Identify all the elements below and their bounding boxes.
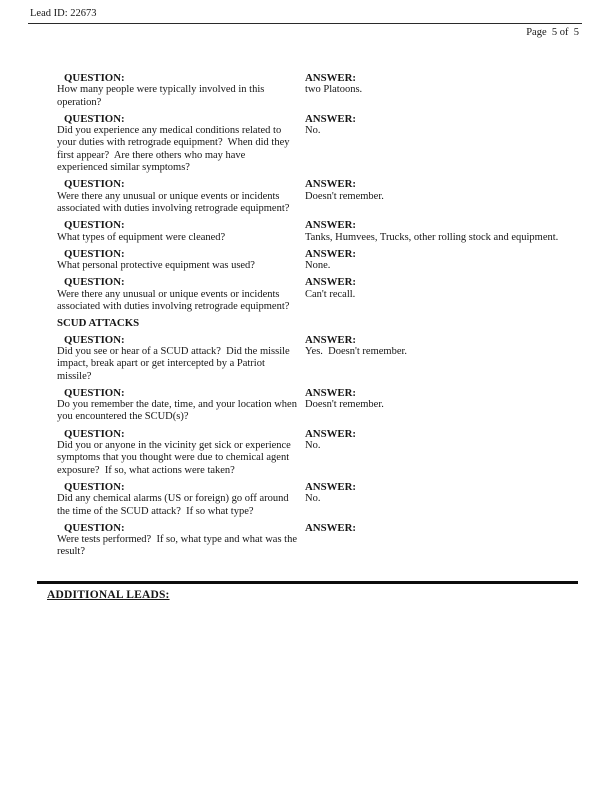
answer-column	[305, 428, 569, 453]
qa-block	[57, 428, 569, 477]
question-text: Did any chemical alarms (US or foreign) go off around the time of the SCUD attack? If so what type?	[57, 493, 292, 517]
answer-label: ANSWER:	[305, 521, 356, 534]
question-text: Did you or anyone in the vicinity get sick or experience symptoms that you thought were due to chemical agent exposure? If so, what actions were taken?	[57, 440, 294, 476]
answer-column	[305, 248, 569, 273]
question-text: Were there any unusual or unique events or incidents associated with duties involving retrograde equipment?	[57, 288, 290, 313]
bottom-rule	[37, 581, 578, 584]
qa-block	[57, 522, 569, 559]
question-column	[57, 481, 305, 518]
question-text: How many people were typically involved in this operation?	[57, 84, 267, 108]
answer-label: ANSWER:	[305, 480, 356, 493]
question-label: QUESTION:	[64, 427, 125, 440]
answer-label: ANSWER:	[305, 333, 356, 346]
answer-column	[305, 387, 569, 412]
section-title-scud-attacks: SCUD ATTACKS	[57, 317, 140, 330]
answer-column	[305, 481, 569, 506]
question-column	[57, 113, 305, 174]
answer-text: Yes. Doesn't remember.	[305, 345, 408, 357]
additional-leads-label: ADDITIONAL LEADS:	[47, 589, 170, 601]
question-column	[57, 248, 305, 273]
qa-block	[57, 219, 569, 244]
answer-column	[305, 276, 569, 301]
answer-label: ANSWER:	[305, 427, 356, 440]
question-label: QUESTION:	[64, 480, 125, 493]
question-column	[57, 334, 305, 383]
question-column	[57, 522, 305, 559]
answer-text: two Platoons.	[305, 84, 363, 96]
answer-column	[305, 72, 569, 97]
question-text: Did you experience any medical conditions related to your duties with retrograde equipment? When did they first appear? Are there others who may have experienced similar symptoms?	[57, 125, 293, 174]
answer-text: None.	[305, 260, 331, 272]
qa-block	[57, 387, 569, 424]
page-number-label: Page 5 of 5	[526, 27, 579, 38]
question-column	[57, 387, 305, 424]
answer-text: No.	[305, 493, 321, 505]
question-text: Did you see or hear of a SCUD attack? Did the missile impact, break apart or get intercepted by a Patriot missile?	[57, 345, 293, 382]
question-label: QUESTION:	[64, 112, 125, 125]
question-column	[57, 276, 305, 313]
qa-content	[57, 72, 569, 563]
top-rule	[28, 23, 582, 24]
question-text: Do you remember the date, time, and your location when you encountered the SCUD(s)?	[57, 399, 300, 423]
answer-column	[305, 113, 569, 138]
answer-column	[305, 334, 569, 359]
answer-label: ANSWER:	[305, 247, 356, 260]
answer-label: ANSWER:	[305, 219, 356, 232]
answer-label: ANSWER:	[305, 276, 356, 289]
question-label: QUESTION:	[64, 247, 125, 260]
answer-text: Doesn't remember.	[305, 190, 384, 202]
answer-text: Tanks, Humvees, Trucks, other rolling stock and equipment.	[305, 231, 559, 243]
question-label: QUESTION:	[64, 219, 125, 232]
qa-block	[57, 113, 569, 174]
qa-block	[57, 481, 569, 518]
question-text: Were tests performed? If so, what type and what was the result?	[57, 534, 300, 558]
answer-text: Can't recall.	[305, 288, 356, 300]
qa-block	[57, 72, 569, 109]
qa-block	[57, 178, 569, 215]
question-column	[57, 178, 305, 215]
question-label: QUESTION:	[64, 178, 125, 191]
question-text: What types of equipment were cleaned?	[57, 231, 226, 243]
question-label: QUESTION:	[64, 521, 125, 534]
lead-id-label: Lead ID: 22673	[30, 8, 97, 19]
answer-label: ANSWER:	[305, 178, 356, 191]
answer-text: No.	[305, 125, 321, 137]
answer-column	[305, 522, 569, 534]
answer-column	[305, 178, 569, 203]
qa-block	[57, 248, 569, 273]
qa-block	[57, 276, 569, 313]
question-label: QUESTION:	[64, 386, 125, 399]
answer-label: ANSWER:	[305, 72, 356, 84]
qa-block	[57, 334, 569, 383]
question-column	[57, 219, 305, 244]
answer-text: Doesn't remember.	[305, 399, 384, 411]
answer-column	[305, 219, 569, 244]
answer-text: No.	[305, 440, 321, 452]
question-label: QUESTION:	[64, 276, 125, 289]
question-text: Were there any unusual or unique events or incidents associated with duties involving retrograde equipment?	[57, 190, 290, 214]
answer-label: ANSWER:	[305, 112, 356, 125]
question-text: What personal protective equipment was used?	[57, 260, 255, 272]
question-column	[57, 72, 305, 109]
question-label: QUESTION:	[64, 72, 125, 84]
question-column	[57, 428, 305, 477]
answer-label: ANSWER:	[305, 386, 356, 399]
question-label: QUESTION:	[64, 333, 125, 346]
